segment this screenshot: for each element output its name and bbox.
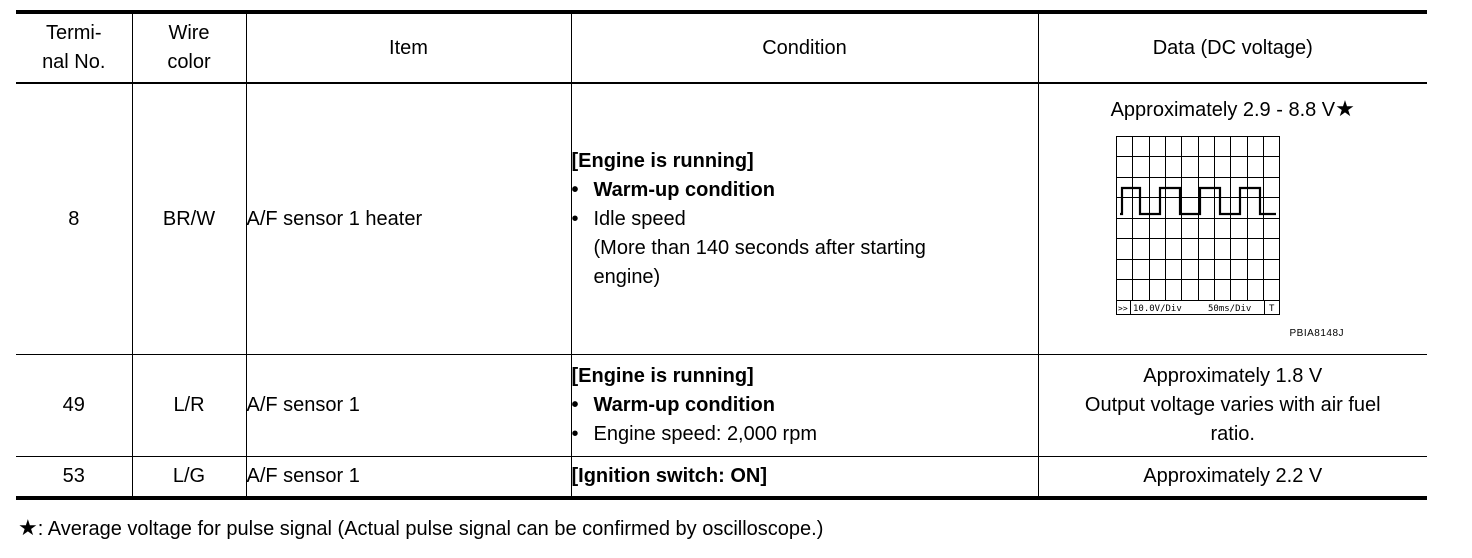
wire-color-cell: BR/W <box>132 83 246 355</box>
condition-cell <box>571 355 1038 457</box>
header-wire-line-2: color <box>167 51 211 73</box>
header-terminal-line-1: Termi- <box>45 22 102 44</box>
item-cell: A/F sensor 1 <box>246 457 571 499</box>
item-cell: A/F sensor 1 <box>246 355 571 457</box>
data-line: Approximately 1.8 V <box>1143 365 1323 387</box>
condition-bullet: • Warm-up condition <box>572 391 1038 420</box>
scope-trigger-marker: T <box>1268 304 1274 314</box>
terminal-cell: 49 <box>16 355 132 457</box>
wire-color-cell: L/G <box>132 457 246 499</box>
condition-heading: [Ignition switch: ON] <box>571 465 768 487</box>
data-cell <box>1038 355 1427 457</box>
voltage-value <box>1039 94 1428 125</box>
figure-code: PBIA8148J <box>1289 328 1345 339</box>
condition-heading: [Engine is running] <box>571 365 754 387</box>
footnote-text: : Average voltage for pulse signal (Actual pulse signal can be confirmed by oscilloscope.) <box>37 518 824 540</box>
terminal-cell: 8 <box>16 83 132 355</box>
oscilloscope-waveform <box>1116 136 1280 320</box>
terminal-cell: 53 <box>16 457 132 499</box>
condition-cell <box>571 83 1038 355</box>
scope-left-marker: >> <box>1117 304 1128 313</box>
condition-heading: [Engine is running] <box>571 149 754 172</box>
scope-time-division: 50ms/Div <box>1207 304 1251 314</box>
condition-bullet <box>572 205 1038 292</box>
header-wire-line-1: Wire <box>168 22 210 44</box>
header-wire <box>132 12 246 83</box>
data-cell-content <box>1039 84 1428 354</box>
table-row <box>16 355 1427 457</box>
condition-bullet: • Engine speed: 2,000 rpm <box>572 420 1038 449</box>
wire-color-cell: L/R <box>132 355 246 457</box>
terminal-spec-table <box>16 10 1427 500</box>
footnote <box>18 514 823 543</box>
condition-bullet-continuation: (More than 140 seconds after starting <box>593 236 926 259</box>
header-condition: Condition <box>571 12 1038 83</box>
header-item: Item <box>246 12 571 83</box>
table-row <box>16 83 1427 355</box>
header-terminal-line-2: nal No. <box>42 51 106 73</box>
condition-bullet: • Warm-up condition <box>572 176 1038 205</box>
condition-bullet-text: • Idle speed <box>593 207 686 230</box>
scope-voltage-division: 10.0V/Div <box>1132 304 1182 314</box>
star-icon: ★ <box>1335 96 1355 121</box>
condition-cell <box>571 457 1038 499</box>
data-cell: Approximately 2.2 V <box>1038 457 1427 499</box>
header-terminal <box>16 12 132 83</box>
condition-bullet-continuation: engine) <box>593 265 661 288</box>
item-cell: A/F sensor 1 heater <box>246 83 571 355</box>
data-line: Output voltage varies with air fuel <box>1084 394 1381 416</box>
data-cell <box>1038 83 1427 355</box>
table-row <box>16 457 1427 499</box>
star-icon: ★ <box>18 515 38 540</box>
header-row <box>16 12 1427 83</box>
voltage-text: Approximately 2.9 - 8.8 V <box>1110 99 1336 121</box>
oscilloscope-grid <box>1116 136 1280 301</box>
header-data: Data (DC voltage) <box>1038 12 1427 83</box>
data-line: ratio. <box>1210 423 1255 445</box>
